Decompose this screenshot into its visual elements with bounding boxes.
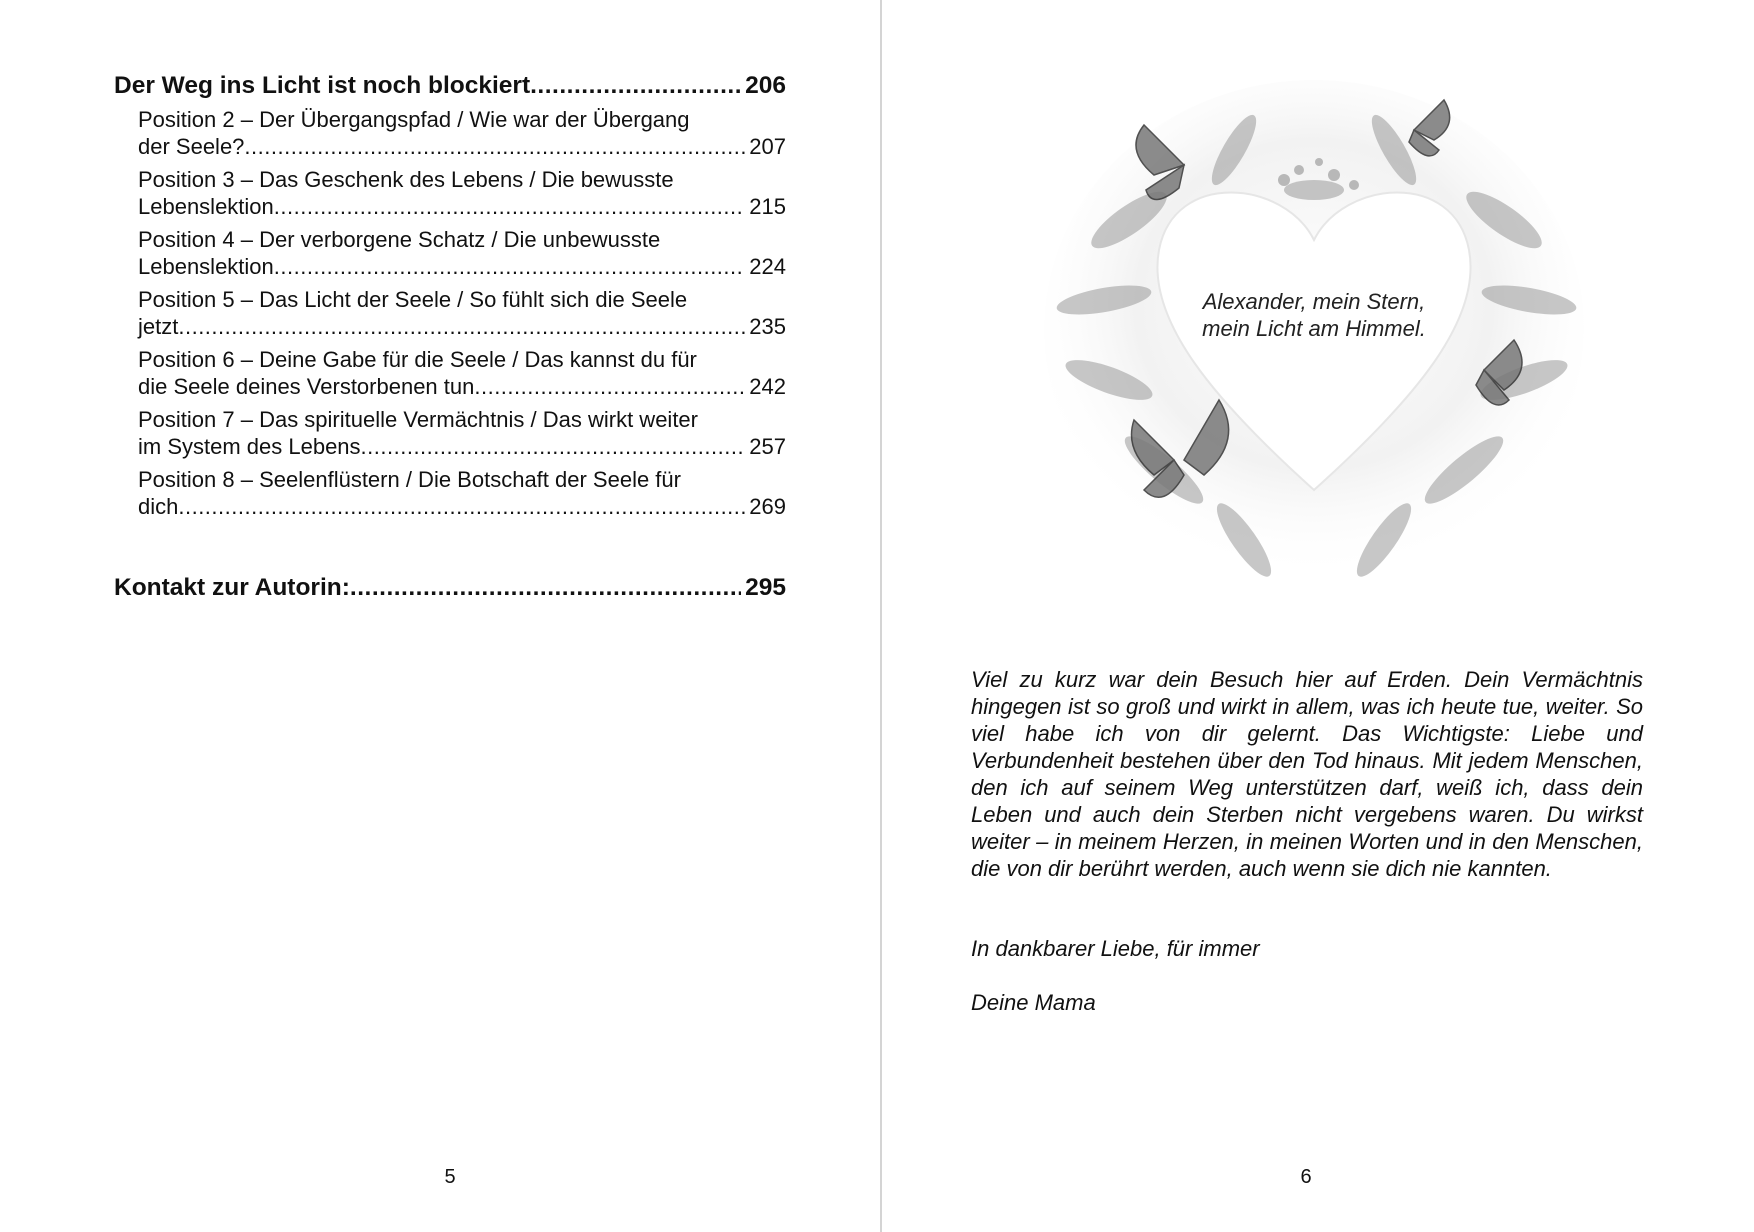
toc-heading-page: 206 — [745, 72, 786, 99]
toc-entry-page: 215 — [749, 194, 786, 219]
right-page — [882, 0, 1754, 1232]
toc-contact-title: Kontakt zur Autorin: — [114, 574, 350, 601]
closing-line: In dankbarer Liebe, für immer — [971, 936, 1260, 961]
leader-dots — [244, 133, 745, 160]
toc-entry[interactable] — [114, 346, 786, 400]
leader-dots — [361, 433, 746, 460]
table-of-contents — [114, 70, 786, 604]
toc-entry-line1: Position 6 – Deine Gabe für die Seele / Das kannst du für — [138, 347, 697, 372]
toc-entry-page: 207 — [749, 134, 786, 159]
toc-entry[interactable] — [114, 166, 786, 220]
heart-caption — [1144, 288, 1484, 342]
toc-entry[interactable] — [114, 226, 786, 280]
toc-entry-line2: im System des Lebens — [138, 434, 361, 459]
toc-contact-page: 295 — [745, 574, 786, 601]
toc-entry[interactable] — [114, 106, 786, 160]
toc-entry-page: 224 — [749, 254, 786, 279]
page-number: 6 — [1300, 1166, 1312, 1188]
leader-dots — [474, 373, 745, 400]
toc-entry[interactable] — [114, 406, 786, 460]
toc-entry-page: 257 — [749, 434, 786, 459]
page-number: 5 — [444, 1166, 456, 1188]
toc-entry-line2: jetzt — [138, 314, 179, 339]
toc-entry-line1: Position 4 – Der verborgene Schatz / Die unbewusste — [138, 227, 661, 252]
leader-dots — [178, 493, 745, 520]
toc-entry[interactable] — [114, 466, 786, 520]
toc-entry-page: 269 — [749, 494, 786, 519]
heart-caption-line2: mein Licht am Himmel. — [1202, 316, 1426, 341]
toc-entry-page: 242 — [749, 374, 786, 399]
leader-dots — [274, 253, 746, 280]
toc-entry-line2: die Seele deines Verstorbenen tun — [138, 374, 475, 399]
heart-caption-line1: Alexander, mein Stern, — [1202, 289, 1426, 314]
toc-entry-line1: Position 5 – Das Licht der Seele / So fühlt sich die Seele — [138, 287, 688, 312]
toc-entry-line1: Position 8 – Seelenflüstern / Die Botschaft der Seele für — [138, 467, 681, 492]
heart-illustration — [1034, 70, 1594, 610]
toc-entry-page: 235 — [749, 314, 786, 339]
leader-dots — [350, 572, 741, 604]
leader-dots — [274, 193, 746, 220]
toc-heading[interactable] — [114, 70, 786, 102]
toc-entry-line1: Position 2 – Der Übergangspfad / Wie war der Übergang — [138, 107, 690, 132]
toc-entry-line2: der Seele? — [138, 134, 245, 159]
toc-entry[interactable] — [114, 286, 786, 340]
toc-entry-line1: Position 3 – Das Geschenk des Lebens / Die bewusste — [138, 167, 674, 192]
dedication-text: Viel zu kurz war dein Besuch hier auf Erden. Dein Vermächtnis hingegen ist so groß und wirkt in allem, was ich heute tue, weiter. So viel habe ich von dir gelernt. Das Wichtigste: Liebe und Verbundenheit bestehen über den Tod hinaus. Mit jedem Menschen, den ich auf seinem Weg unterstützen darf, weiß ich, dass dein Leben und auch dein Sterben nicht vergebens waren. Du wirkst weiter – in meinem Herzen, in meinen Worten und in den Menschen, die von dir berührt werden, auch wenn sie dich nie kannten. — [971, 667, 1643, 881]
leader-dots — [178, 313, 745, 340]
toc-entry-line1: Position 7 – Das spirituelle Vermächtnis / Das wirkt weiter — [138, 407, 698, 432]
signature: Deine Mama — [971, 990, 1096, 1015]
toc-entry-line2: dich — [138, 494, 179, 519]
toc-contact-heading[interactable] — [114, 572, 786, 604]
leader-dots — [530, 70, 741, 102]
toc-heading-title: Der Weg ins Licht ist noch blockiert — [114, 72, 531, 99]
toc-entry-line2: Lebenslektion — [138, 194, 274, 219]
toc-entry-line2: Lebenslektion — [138, 254, 274, 279]
